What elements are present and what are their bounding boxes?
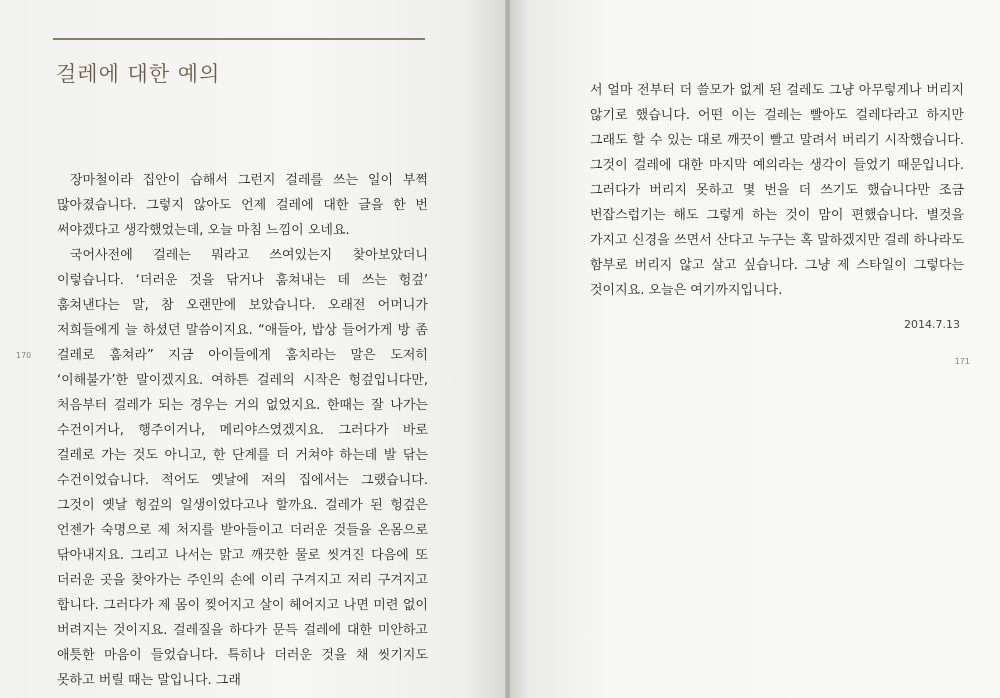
paragraph: 국어사전에 걸레는 뭐라고 쓰여있는지 찾아보았더니 이렇습니다. ‘더러운 것을 닦거나 훔쳐내는 데 쓰는 헝겊’ 훔쳐낸다는 말, 참 오랜만에 보았습니다. 오래전 어머니가 저희들에게 늘 하셨던 말씀이지요. “애들아, 밥상 들어가게 방 좀 걸레로 훔쳐라” 지금 아이들에게 훔치라는 말은 도저히 ‘이해불가’한 말이겠지요. 여하튼 걸레의 시작은 헝겊입니다만, 처음부터 걸레가 되는 경우는 거의 없었지요. 한때는 잘 나가는 수건이거나, 행주이거나, 메리야스였겠지요. 그러다가 바로 걸레로 가는 것도 아니고, 한 단계를 더 거쳐야 하는데 발 닦는 수건이었습니다. 적어도 옛날에 저의 집에서는 그랬습니다. 그것이 옛날 헝겊의 일생이었다고나 할까요. 걸레가 된 헝겊은 언젠가 숙명으로 제 처지를 받아들이고 더러운 것들을 온몸으로 닦아내지요. 그리고 나서는 맑고 깨끗한 물로 씻겨진 다음에 또 더러운 곳을 찾아가는 주인의 손에 이리 구겨지고 저리 구겨지고 합니다. 그러다가 제 몸이 찢어지고 살이 헤어지고 나면 미련 없이 버려지는 것이지요. 걸레질을 하다가 문득 걸레에 대한 미안하고 애틋한 마음이 들었습니다. 특히나 더러운 것을 채 씻기지도 못하고 버릴 때는 말입니다. 그래 xyxy=(57,248,428,688)
page-number-right: 171 xyxy=(954,357,970,366)
essay-date: 2014.7.13 xyxy=(904,318,960,331)
right-page xyxy=(510,0,1000,698)
right-body-text xyxy=(590,78,964,303)
title-rule xyxy=(53,38,425,40)
left-body-text xyxy=(57,168,428,693)
chapter-title: 걸레에 대한 예의 xyxy=(56,62,221,86)
page-number-left: 170 xyxy=(16,351,32,360)
paragraph: 장마철이라 집안이 습해서 그런지 걸레를 쓰는 일이 부쩍 많아졌습니다. 그렇지 않아도 언제 걸레에 대한 글을 한 번 써야겠다고 생각했었는데, 오늘 마침 느낌이 오네요. xyxy=(57,173,428,238)
paragraph: 서 얼마 전부터 더 쓸모가 없게 된 걸레도 그냥 아무렇게나 버리지 않기로 했습니다. 어떤 이는 걸레는 빨아도 걸레다라고 하지만 그래도 할 수 있는 대로 깨끗이 빨고 말려서 버리기 시작했습니다. 그것이 걸레에 대한 마지막 예의라는 생각이 들었기 때문입니다. 그러다가 버리지 못하고 몇 번을 더 쓰기도 했습니다만 조금 번잡스럽기는 해도 그렇게 하는 것이 맘이 편했습니다. 별것을 가지고 신경을 쓰면서 산다고 누구는 혹 말하겠지만 걸레 하나라도 함부로 버리지 않고 살고 싶습니다. 그냥 제 스타일이 그렇다는 것이지요. 오늘은 여기까지입니다. xyxy=(590,83,964,298)
